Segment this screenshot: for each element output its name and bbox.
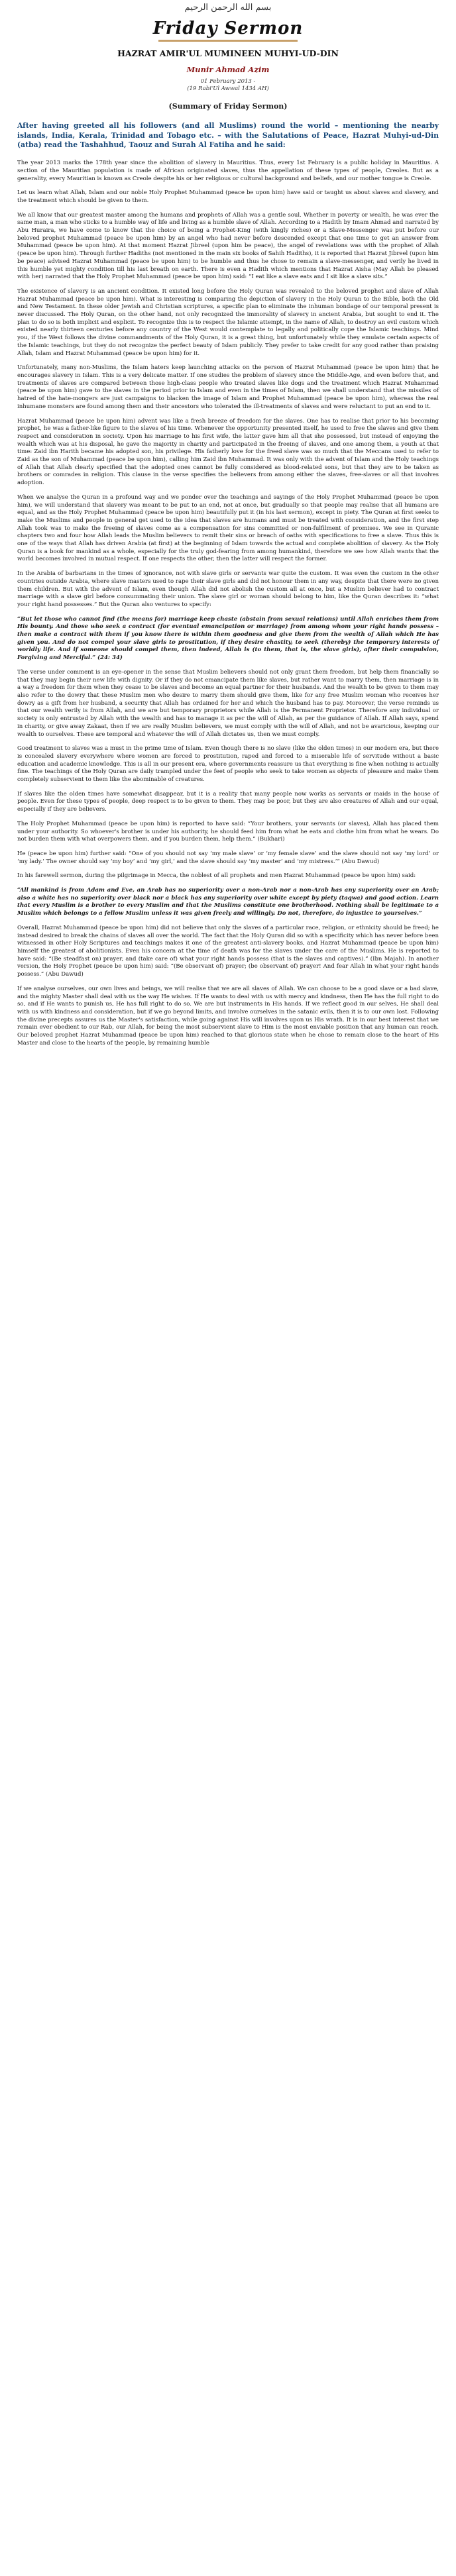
page-title: Friday Sermon — [152, 19, 304, 38]
paragraph: The existence of slavery is an ancient condition. It existed long before the Holy Quran was revealed to the beloved prophet and slave of Allah Hazrat Muhammad (peace be upon him). What is interesting is comparing the depiction of slavery in the Holy Quran to the Bible, both the Old and New Testament. In these older Jewish and Christian scriptures, a specific plan to eliminate the inhuman bondage of our temporal present is never discussed. The Holy Quran, on the other hand, not only recognized the immorality of slavery in ancient Arabia, but sought to end it. The plan to do so is both implicit and explicit. To recognize this is to respect the Islamic attempt, in the name of Allah, to destroy an evil custom which existed nearly thirteen centuries before any country of the West would contemplate to legally and politically cope the Islamic teachings. Mind you, if the West follows the divine commandments of the Holy Quran, it is a great thing, but unfortunately while they emulate certain aspects of the Islamic teachings, but they do not recognize the perfect beauty of Islam publicly. They prefer to take credit for any good rather than praising Allah, Islam and Hazrat Muhammad (peace be upon him) for it. — [17, 287, 439, 357]
paragraph: He (peace be upon him) further said: “One of you should not say ‘my male slave’ or ‘my female slave’ and the slave should not say ‘my lord’ or ‘my lady.’ The owner should say ‘my boy’ and ‘my girl,’ and the slave should say ‘my master’ and ‘my mistress.’” (Abu Dawud) — [17, 850, 439, 865]
paragraph: If slaves like the olden times have somewhat disappear, but it is a reality that many people now works as servants or maids in the house of people. Even for these types of people, deep respect is to be given to them. They may be poor, but they are also creatures of Allah and our equal, especially if they are believers. — [17, 790, 439, 813]
author-name: Munir Ahmad Azim — [186, 65, 270, 74]
paragraph: Let us learn what Allah, Islam and our noble Holy Prophet Muhammad (peace be upon him) have said or taught us about slaves and slavery, and the treatment which should be given to them. — [17, 189, 439, 204]
paragraph: In his farewell sermon, during the pilgrimage in Mecca, the noblest of all prophets and men Hazrat Muhammad (peace be upon him) said: — [17, 872, 416, 880]
paragraph: When we analyse the Quran in a profound way and we ponder over the teachings and sayings of the Holy Prophet Muhammad (peace be upon him), we will understand that slavery was meant to be put to an end, not at once, but gradually so that people may realise that all humans are equal, and as the Holy Prophet Muhammad (peace be upon him) beautifully put it (in his last sermon), except in piety. The Quran at first seeks to make the Muslims and people in general get used to the idea that slaves are humans and must be treated with consideration, and the first step Allah took was to make the freeing of slaves come as a compensation for sins committed or non-fulfilment of promises. We see in Quranic chapters two and four how Allah leads the Muslim believers to remit their sins or breach of oaths with specifications to free a slave. Thus this is one of the ways that Allah has driven Arabia (at first) at the beginning of Islam towards the actual and complete abolition of slavery. As the Holy Quran is a book for mankind as a whole, especially for the truly god-fearing from among humankind, therefore we see how Allah wants that the world becomes involved in mutual respect. If one respects the other, then the latter will respect the former. — [17, 493, 439, 563]
hijri-date: (19 Rabi'Ul Awwal 1434 AH) — [187, 85, 269, 93]
quran-quote: “But let those who cannot find (the means for) marriage keep chaste (abstain from sexual relations) until Allah enriches them from His bounty. And those who seek a contract (for eventual emancipation or marriage) from among whom your right hands possess – then make a contract with them if you know there is within them goodness and give them from the wealth of Allah which He has given you. And do not compel your slave girls to prostitution, if they desire chastity, to seek (thereby) the temporary interests of worldly life. And if someone should compel them, then indeed, Allah is (to them, that is, the slave girls), after their compulsion, Forgiving and Merciful.” (24: 34) — [17, 615, 439, 662]
sermon-subtitle: (Summary of Friday Sermon) — [168, 102, 288, 111]
paragraph: The verse under comment is an eye-opener in the sense that Muslim believers should not only grant them freedom, but help them financially so that they may begin their new life with dignity. Or if they do not emancipate them like slaves, but rather want to marry them, then marriage is in a way a freedom for them when they cease to be slaves and become an equal partner for their husbands. And the wealth to be given to them may also refer to the dowry that these Muslim men who desire to marry them should give them, like for any free Muslim woman who receives her dowry as a gift from her husband, a security that Allah has ordained for her and which the husband has to pay. Moreover, the verse reminds us that our wealth verily is from Allah, and we are but temporary proprietors while Allah is the Permanent Proprietor. Therefore any individual or society is only entrusted by Allah with the wealth and has to manage it as per the will of Allah, as per the guidance of Allah. If Allah says, spend in charity, or give away Zakaat, then if we are really Muslim believers, we must comply with the will of Allah, and not be avaricious, keeping our wealth to ourselves. These are temporal and whatever the will of Allah dictates us, then we must comply. — [17, 668, 439, 738]
intro-paragraph: After having greeted all his followers (and all Muslims) round the world – mentioning the nearby islands, India, Kerala, Trinidad and Tobago etc. – with the Salutations of Peace, Hazrat Muhyi-ud-Din (atba) read the Tashahhud, Taouz and Surah Al Fatiha and he said: — [17, 121, 439, 150]
gregorian-date: 01 February 2013 - — [200, 78, 256, 85]
paragraph: Overall, Hazrat Muhammad (peace be upon him) did not believe that only the slaves of a particular race, religion, or ethnicity should be freed; he instead desired to break the chains of slaves all over the world. The fact that the Holy Quran did so with a specificity which has never before been witnessed in other Holy Scriptures and teachings makes it one of the greatest anti-slavery books, and Hazrat Muhammad (peace be upon him) himself the greatest of abolitionists. Even his concern at the time of death was for the slaves under the care of the Muslims. He is reported to have said: “(Be steadfast on) prayer, and (take care of) what your right hands possess (that is the slaves and captives).” (Ibn Majah). In another version, the Holy Prophet (peace be upon him) said: “(Be observant of) prayer; (be observant of) prayer! And fear Allah in what your right hands possess.” (Abu Dawud) — [17, 924, 439, 978]
paragraph: We all know that our greatest master among the humans and prophets of Allah was a gentle soul. Whether in poverty or wealth, he was ever the same man, a man who sticks to a humble way of life and living as a humble slave of Allah. According to a Hadith by Imam Ahmad and narrated by Abu Huraira, we have come to know that the choice of being a Prophet-King (with kingly riches) or a Slave-Messenger was put before our beloved prophet Muhammad (peace be upon him) by an angel who had never before descended except that one time to get an answer from Muhammad (peace be upon him). At that moment Hazrat Jibreel (upon him be peace), the angel of revelations was with the prophet of Allah (peace be upon him). Through further Hadiths (not mentioned in the main six books of Sahih Hadiths), it is reported that Hazrat Jibreel (upon him be peace) advised Hazrat Muhammad (peace be upon him) to be humble and thus he chose to remain a slave-messenger, and verily he lived in this humble yet mighty condition till his last breath on earth. There is even a Hadith which mentions that Hazrat Aisha (May Allah be pleased with her) narrated that the Holy Prophet Muhammad (peace be upon him) said: “I eat like a slave eats and I sit like a slave sits.” — [17, 211, 439, 281]
paragraph: Unfortunately, many non-Muslims, the Islam haters keep launching attacks on the person of Hazrat Muhammad (peace be upon him) that he encourages slavery in Islam. This is a very delicate matter. If one studies the problem of slavery since the Middle-Age, and even before that, and treatments of slaves are compared between those high-class people who treated slaves like dogs and the treatment which Hazrat Muhammad (peace be upon him) gave to the slaves in the period prior to Islam and even in the times of Islam, then we shall understand that the missiles of hatred of the hate-mongers are just campaigns to blacken the image of Islam and Prophet Muhammad (peace be upon him), whereas the real inhumane monsters are found among them and their ancestors who tolerated the ill-treatments of slaves and were reluctant to put an end to it. — [17, 364, 439, 410]
bismillah-text: بسم الله الرحمن الرحيم — [184, 3, 272, 13]
sermon-page — [0, 0, 456, 1066]
paragraph: In the Arabia of barbarians in the times of ignorance, not with slave girls or servants war quite the custom. It was even the custom in the other countries outside Arabia, where slave masters used to rape their slave girls and did not honour them in any way, despite that there were no given them children. But with the advent of Islam, even though Allah did not abolish the custom all at once, but a Muslim believer had to contract marriage with a slave girl before consummating their union. The slave girl or woman should belong to him, like the Quran describes it: “what your right hand possesses.” But the Quran also ventures to specify: — [17, 570, 439, 608]
paragraph: Hazrat Muhammad (peace be upon him) advent was like a fresh breeze of freedom for the slaves. One has to realise that prior to his becoming prophet, he was a father-like figure to the slaves of his time. Whenever the opportunity presented itself, he used to free the slaves and give them respect and consideration in society. Upon his marriage to his first wife, the latter gave him all that she possessed, but instead of enjoying the wealth which was at his disposal, he gave the majority in charity and participated in the freeing of slaves, and one among them, a youth at that time: Zaid ibn Harith became his adopted son, his privilege. His fatherly love for the freed slave was so much that the Meccans used to refer to Zaid as the son of Muhammad (peace be upon him), calling him Zaid ibn Muhammad. It was only with the advent of Islam and the Holy teachings of Allah that Allah clearly specified that the adopted ones cannot be fully considered as blood-related sons, but that they are to be taken as brothers or comrades in religion. This clause in the verse specifies the believers from among either the slaves, free-slaves or all that involves adoption. — [17, 417, 439, 487]
paragraph: The Holy Prophet Muhammad (peace be upon him) is reported to have said: “Your brothers, your servants (or slaves), Allah has placed them under your authority. So whoever's brother is under his authority, he should feed him from what he eats and clothe him from what he wears. Do not burden them with what overpowers them, and if you burden them, help them.” (Bukhari) — [17, 820, 439, 843]
sermon-heading: HAZRAT AMIR'UL MUMINEEN MUHYI-UD-DIN — [117, 48, 339, 58]
farewell-sermon-quote: “All mankind is from Adam and Eve, an Arab has no superiority over a non-Arab nor a non-Arab has any superiority over an Arab; also a white has no superiority over black nor a black has any superiority over white except by piety (taqwa) and good action. Learn that every Muslim is a brother to every Muslim and that the Muslims constitute one brotherhood. Nothing shall be legitimate to a Muslim which belongs to a fellow Muslim unless it was given freely and willingly. Do not, therefore, do injustice to yourselves.” — [17, 887, 439, 917]
title-underline — [158, 40, 298, 42]
paragraph: Good treatment to slaves was a must in the prime time of Islam. Even though there is no slave (like the olden times) in our modern era, but there is concealed slavery everywhere where women are forced to prostitution, raped and forced to a miserable life of servitude without a basic education and academic knowledge. This is all in our present era, where governments reassure us that everything is fine when nothing is actually fine. The teachings of the Holy Quran are daily trampled under the feet of people who seek to take women as objects of pleasure and make them completely subservient to them like the abominable of creatures. — [17, 745, 439, 784]
paragraph: If we analyse ourselves, our own lives and beings, we will realise that we are all slaves of Allah. We can choose to be a good slave or a bad slave, and the mighty Master shall deal with us the way He wishes. If He wants to deal with us with mercy and kindness, then He has the full right to do so, and if He wants to punish us, He has full right to do so. We are but instruments in His hands. If we reflect good in our selves, He shall deal with us with kindness and consideration, but if we go beyond limits, and involve ourselves in the satanic evils, then it is to our own lost. Following the divine precepts assures us the Master's satisfaction, while going against His will involves upon us His wrath. It is in our best interest that we remain ever obedient to our Rab, our Allah, for being the most subservient slave to Him is the most enviable position that any human can reach. Our beloved prophet Hazrat Muhammad (peace be upon him) reached to that glorious state when he chose to remain close to the heart of His Master and close to the hearts of the people, by remaining humble — [17, 985, 439, 1047]
sermon-date — [17, 78, 439, 93]
paragraph: The year 2013 marks the 178th year since the abolition of slavery in Mauritius. Thus, every 1st February is a public holiday in Mauritius. A section of the Mauritian population is made of African originated slaves, thus the appellation of these types of people, Creoles. But as a generality, every Mauritian is known as Creole despite his or her religious or cultural background and beliefs, and our mother tongue is Creole. — [17, 160, 439, 182]
